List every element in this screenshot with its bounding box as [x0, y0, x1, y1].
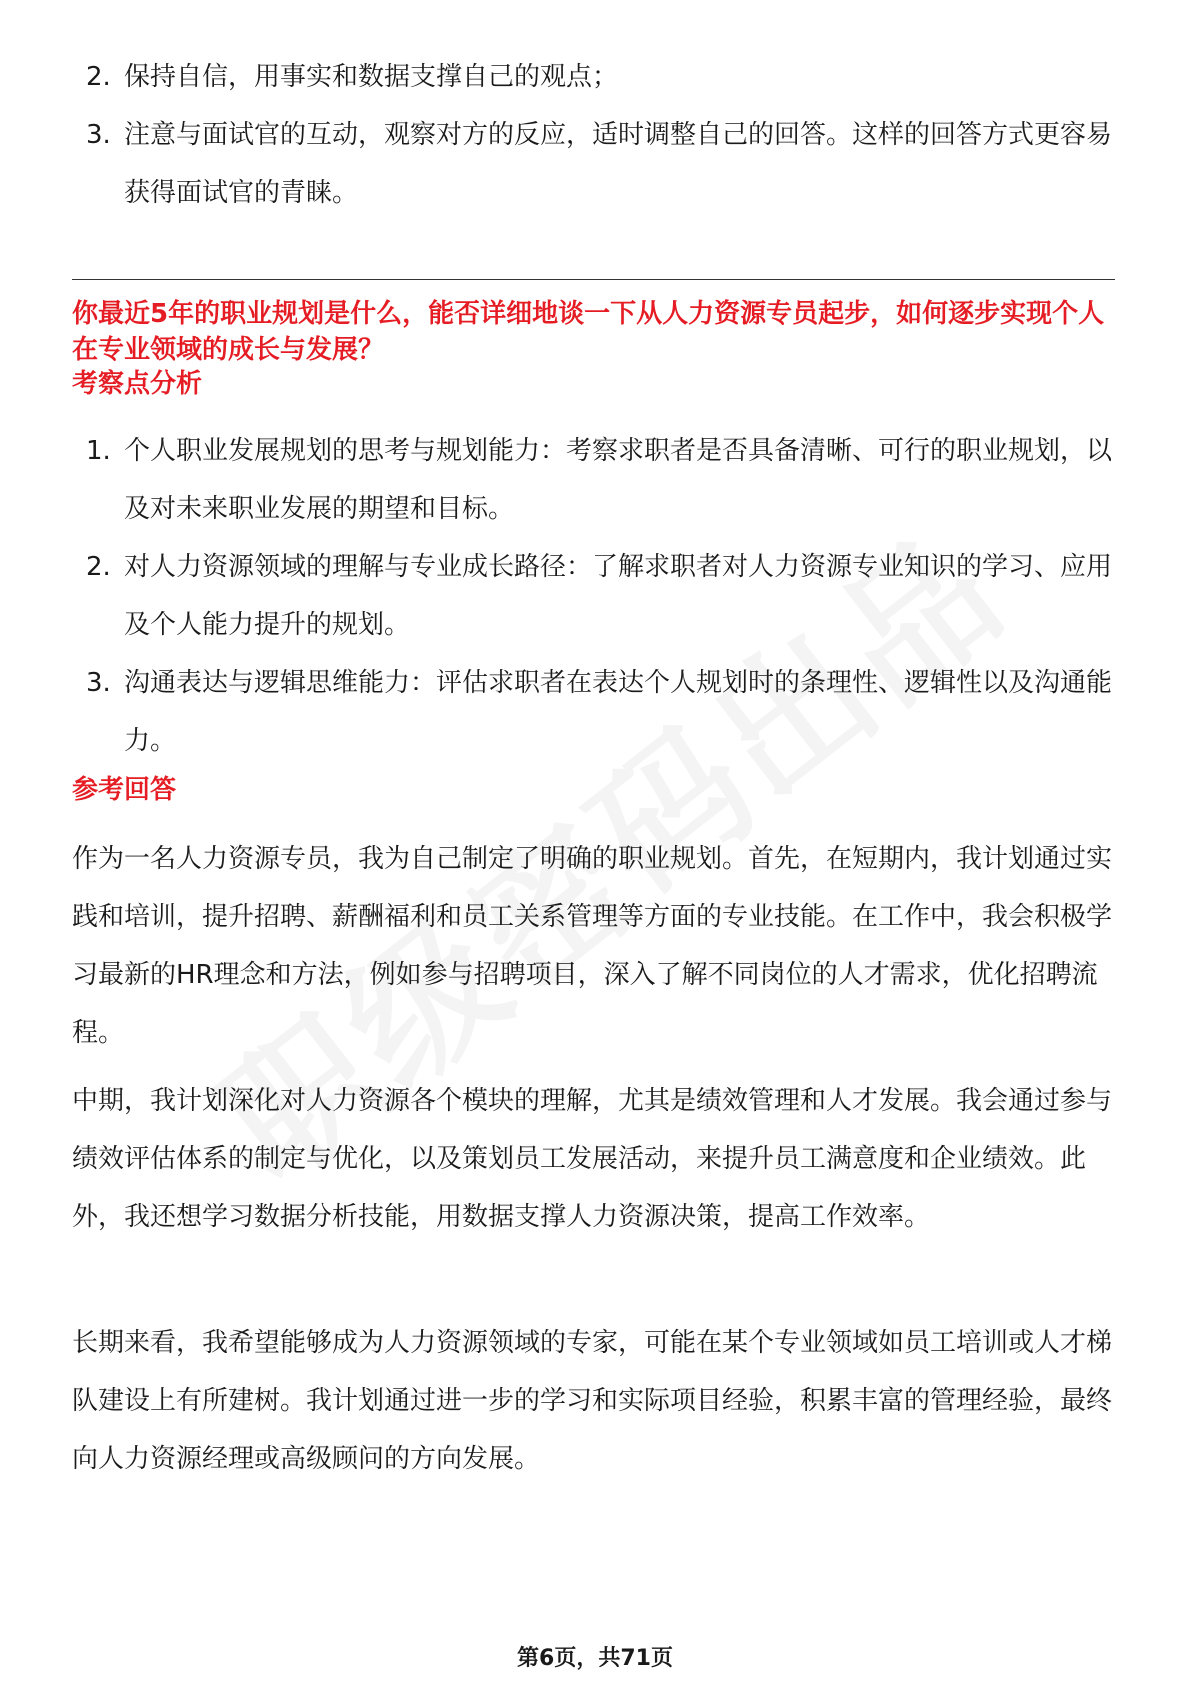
list-text: 保持自信，用事实和数据支撑自己的观点； [124, 62, 619, 92]
divider [72, 279, 1115, 280]
analysis-heading: 考察点分析 [72, 369, 203, 399]
answer-paragraph: 作为一名人力资源专员，我为自己制定了明确的职业规划。首先，在短期内，我计划通过实践和培训，提升招聘、薪酬福利和员工关系管理等方面的专业技能。在工作中，我会积极学习最新的HR理念和方法，例如参与招聘项目，深入了解不同岗位的人才需求，优化招聘流程。 [72, 844, 1113, 1048]
list-item [72, 106, 1112, 222]
top-list [72, 48, 1112, 222]
list-number: 3. [86, 120, 111, 150]
list-number: 3. [86, 668, 111, 698]
list-text: 个人职业发展规划的思考与规划能力：考察求职者是否具备清晰、可行的职业规划，以及对未来职业发展的期望和目标。 [124, 436, 1113, 524]
answer-heading: 参考回答 [72, 775, 177, 805]
analysis-list [72, 422, 1112, 770]
list-number: 2. [86, 552, 111, 582]
list-text: 注意与面试官的互动，观察对方的反应，适时调整自己的回答。这样的回答方式更容易获得面试官的青睐。 [124, 120, 1113, 208]
list-item [72, 654, 1112, 770]
list-number: 2. [86, 62, 111, 92]
list-item [72, 422, 1112, 538]
list-number: 1. [86, 436, 111, 466]
answer-paragraph: 中期，我计划深化对人力资源各个模块的理解，尤其是绩效管理和人才发展。我会通过参与绩效评估体系的制定与优化，以及策划员工发展活动，来提升员工满意度和企业绩效。此外，我还想学习数据分析技能，用数据支撑人力资源决策，提高工作效率。 [72, 1086, 1113, 1232]
list-item [72, 48, 1112, 106]
page-number: 第6页，共71页 [517, 1646, 673, 1671]
list-item [72, 538, 1112, 654]
answer-paragraph: 长期来看，我希望能够成为人力资源领域的专家，可能在某个专业领域如员工培训或人才梯队建设上有所建树。我计划通过进一步的学习和实际项目经验，积累丰富的管理经验，最终向人力资源经理或高级顾问的方向发展。 [72, 1328, 1113, 1474]
interview-question: 你最近5年的职业规划是什么，能否详细地谈一下从人力资源专员起步，如何逐步实现个人在专业领域的成长与发展？ [72, 299, 1105, 365]
list-text: 对人力资源领域的理解与专业成长路径：了解求职者对人力资源专业知识的学习、应用及个人能力提升的规划。 [124, 552, 1113, 640]
list-text: 沟通表达与逻辑思维能力：评估求职者在表达个人规划时的条理性、逻辑性以及沟通能力。 [124, 668, 1113, 756]
